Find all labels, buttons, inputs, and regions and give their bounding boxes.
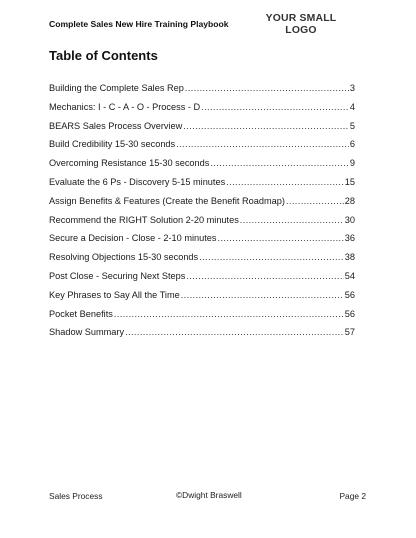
toc-entry-label: Assign Benefits & Features (Create the Benefit Roadmap) xyxy=(49,195,285,206)
toc-dot-leader xyxy=(286,196,344,206)
toc-dot-leader xyxy=(218,233,344,243)
toc-dot-leader xyxy=(240,215,344,225)
toc-entry-label: Evaluate the 6 Ps - Discovery 5-15 minutes xyxy=(49,176,226,187)
toc-entry-label: Building the Complete Sales Rep xyxy=(49,83,184,93)
toc-entry-label: Overcoming Resistance 15-30 seconds xyxy=(49,158,210,169)
toc-entry-label: Secure a Decision - Close - 2-10 minutes xyxy=(49,233,217,244)
toc-entry[interactable] xyxy=(49,233,355,252)
toc-entry[interactable] xyxy=(49,327,355,346)
company-logo-placeholder xyxy=(262,13,340,37)
toc-dot-leader xyxy=(186,271,343,281)
document-title: Complete Sales New Hire Training Playbook xyxy=(49,19,229,29)
toc-entry[interactable] xyxy=(49,177,355,196)
toc-entry-page: 54 xyxy=(344,270,355,281)
toc-entry-page: 28 xyxy=(344,195,355,206)
toc-entry-page: 36 xyxy=(344,233,355,244)
toc-heading: Table of Contents xyxy=(49,48,158,63)
toc-entry-page: 38 xyxy=(344,252,355,263)
toc-entry-page: 3 xyxy=(349,83,355,93)
toc-dot-leader xyxy=(199,252,344,262)
toc-entry-page: 4 xyxy=(349,101,355,112)
toc-entry[interactable] xyxy=(49,290,355,309)
toc-entry-page: 30 xyxy=(344,214,355,225)
footer-page-number: Page 2 xyxy=(339,491,366,501)
toc-dot-leader xyxy=(226,177,344,187)
toc-entry-label: Recommend the RIGHT Solution 2-20 minutes xyxy=(49,214,239,225)
toc-entry-label: Mechanics: I - C - A - O - Process - D xyxy=(49,101,201,112)
toc-dot-leader xyxy=(210,158,349,168)
toc-dot-leader xyxy=(185,83,349,93)
toc-entry[interactable] xyxy=(49,271,355,290)
toc-entry-page: 9 xyxy=(349,158,355,169)
footer-section-name: Sales Process xyxy=(49,491,103,501)
toc-entry[interactable] xyxy=(49,158,355,177)
toc-entry-label: Build Credibility 15-30 seconds xyxy=(49,139,176,150)
toc-entry[interactable] xyxy=(49,83,355,102)
toc-entry-label: Post Close - Securing Next Steps xyxy=(49,270,186,281)
toc-entry-page: 5 xyxy=(349,120,355,131)
toc-dot-leader xyxy=(125,327,344,337)
toc-entry-page: 57 xyxy=(344,327,355,338)
toc-entry[interactable] xyxy=(49,215,355,234)
toc-entry-page: 56 xyxy=(344,289,355,300)
toc-entry-label: BEARS Sales Process Overview xyxy=(49,120,183,131)
toc-entry[interactable] xyxy=(49,139,355,158)
toc-dot-leader xyxy=(114,309,344,319)
toc-entry-page: 6 xyxy=(349,139,355,150)
logo-line-2: LOGO xyxy=(285,25,317,36)
toc-entry[interactable] xyxy=(49,309,355,328)
toc-entry-page: 56 xyxy=(344,308,355,319)
toc-dot-leader xyxy=(176,139,349,149)
toc-entry-label: Pocket Benefits xyxy=(49,308,113,319)
footer-copyright: ©Dwight Braswell xyxy=(176,490,242,500)
toc-entry-label: Shadow Summary xyxy=(49,327,125,338)
toc-entry-label: Resolving Objections 15-30 seconds xyxy=(49,252,199,263)
toc-entry-label: Key Phrases to Say All the Time xyxy=(49,289,180,300)
toc-dot-leader xyxy=(183,121,349,131)
toc-entry[interactable] xyxy=(49,196,355,215)
toc-entry[interactable] xyxy=(49,121,355,140)
logo-line-1: YOUR SMALL xyxy=(265,13,337,24)
table-of-contents xyxy=(49,83,355,346)
toc-entry-page: 15 xyxy=(344,176,355,187)
toc-dot-leader xyxy=(181,290,344,300)
toc-entry[interactable] xyxy=(49,252,355,271)
toc-entry[interactable] xyxy=(49,102,355,121)
toc-dot-leader xyxy=(201,102,349,112)
